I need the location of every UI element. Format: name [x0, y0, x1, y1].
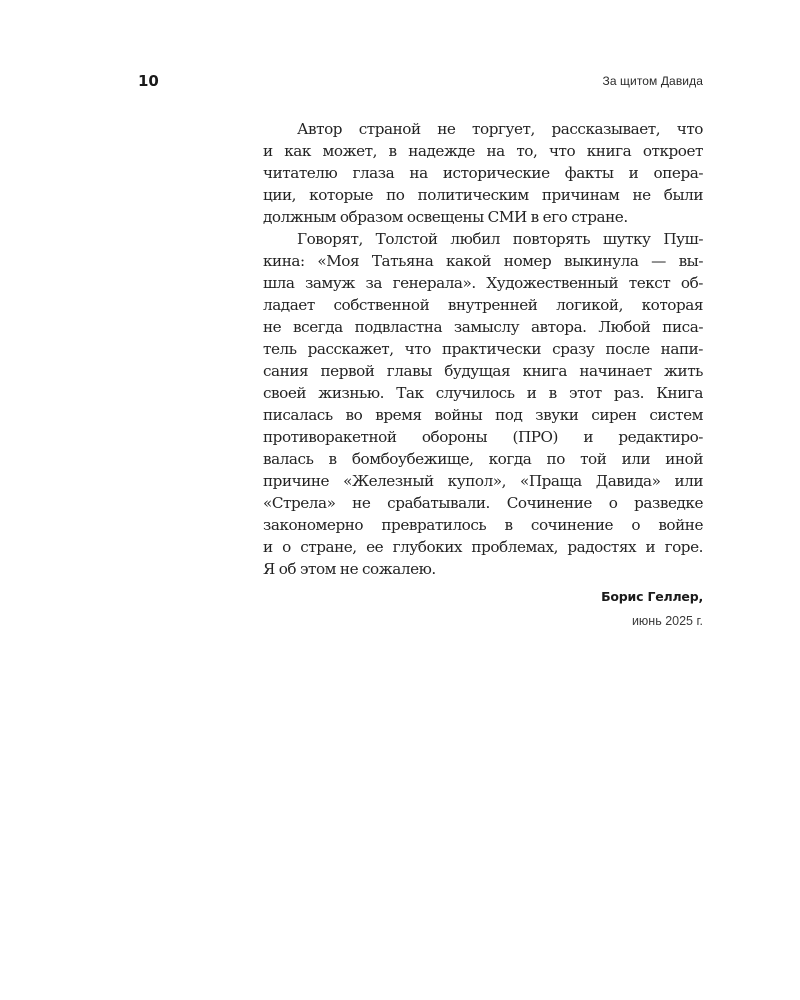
paragraph-2-line: закономерно превратилось в сочинение о войне	[263, 516, 703, 534]
page-header	[138, 70, 703, 94]
paragraph-2-line: Говорят, Толстой любил повторять шутку Пуш-	[297, 230, 703, 248]
paragraph-1-line: ции, которые по политическим причинам не были	[263, 186, 703, 204]
paragraph-2-line: Я об этом не сожалею.	[263, 560, 436, 578]
page-number: 10	[138, 72, 159, 90]
paragraph-1-line: должным образом освещены СМИ в его стране.	[263, 208, 628, 226]
paragraph-2-line: кина: «Моя Татьяна какой номер выкинула — вы-	[263, 252, 703, 270]
paragraph-2-line: противоракетной обороны (ПРО) и редактиро-	[263, 428, 703, 446]
body-text	[263, 118, 703, 580]
paragraph-2-line: сания первой главы будущая книга начинает жить	[263, 362, 703, 380]
author-name: Борис Геллер,	[601, 589, 703, 604]
paragraph-2-line: шла замуж за генерала». Художественный текст об-	[263, 274, 703, 292]
paragraph-2-line: валась в бомбоубежище, когда по той или иной	[263, 450, 703, 468]
paragraph-2-line: писалась во время войны под звуки сирен систем	[263, 406, 703, 424]
paragraph-2-line: ладает собственной внутренней логикой, которая	[263, 296, 703, 314]
signature-date: июнь 2025 г.	[631, 614, 703, 628]
paragraph-2-line: и о стране, ее глубоких проблемах, радостях и горе.	[263, 538, 703, 556]
signature	[601, 587, 703, 631]
paragraph-2-line: своей жизнью. Так случилось и в этот раз. Книга	[263, 384, 703, 402]
paragraph-2-line: «Стрела» не срабатывали. Сочинение о разведке	[263, 494, 703, 512]
paragraph-1-line: читателю глаза на исторические факты и опера-	[263, 164, 703, 182]
paragraph-2-line: тель расскажет, что практически сразу после напи-	[263, 340, 703, 358]
running-title: За щитом Давида	[602, 74, 703, 88]
paragraph-2-line: причине «Железный купол», «Праща Давида» или	[263, 472, 703, 490]
paragraph-1-line: и как может, в надежде на то, что книга откроет	[263, 142, 703, 160]
paragraph-1-line: Автор страной не торгует, рассказывает, что	[297, 120, 703, 138]
paragraph-2-line: не всегда подвластна замыслу автора. Любой писа-	[263, 318, 703, 336]
